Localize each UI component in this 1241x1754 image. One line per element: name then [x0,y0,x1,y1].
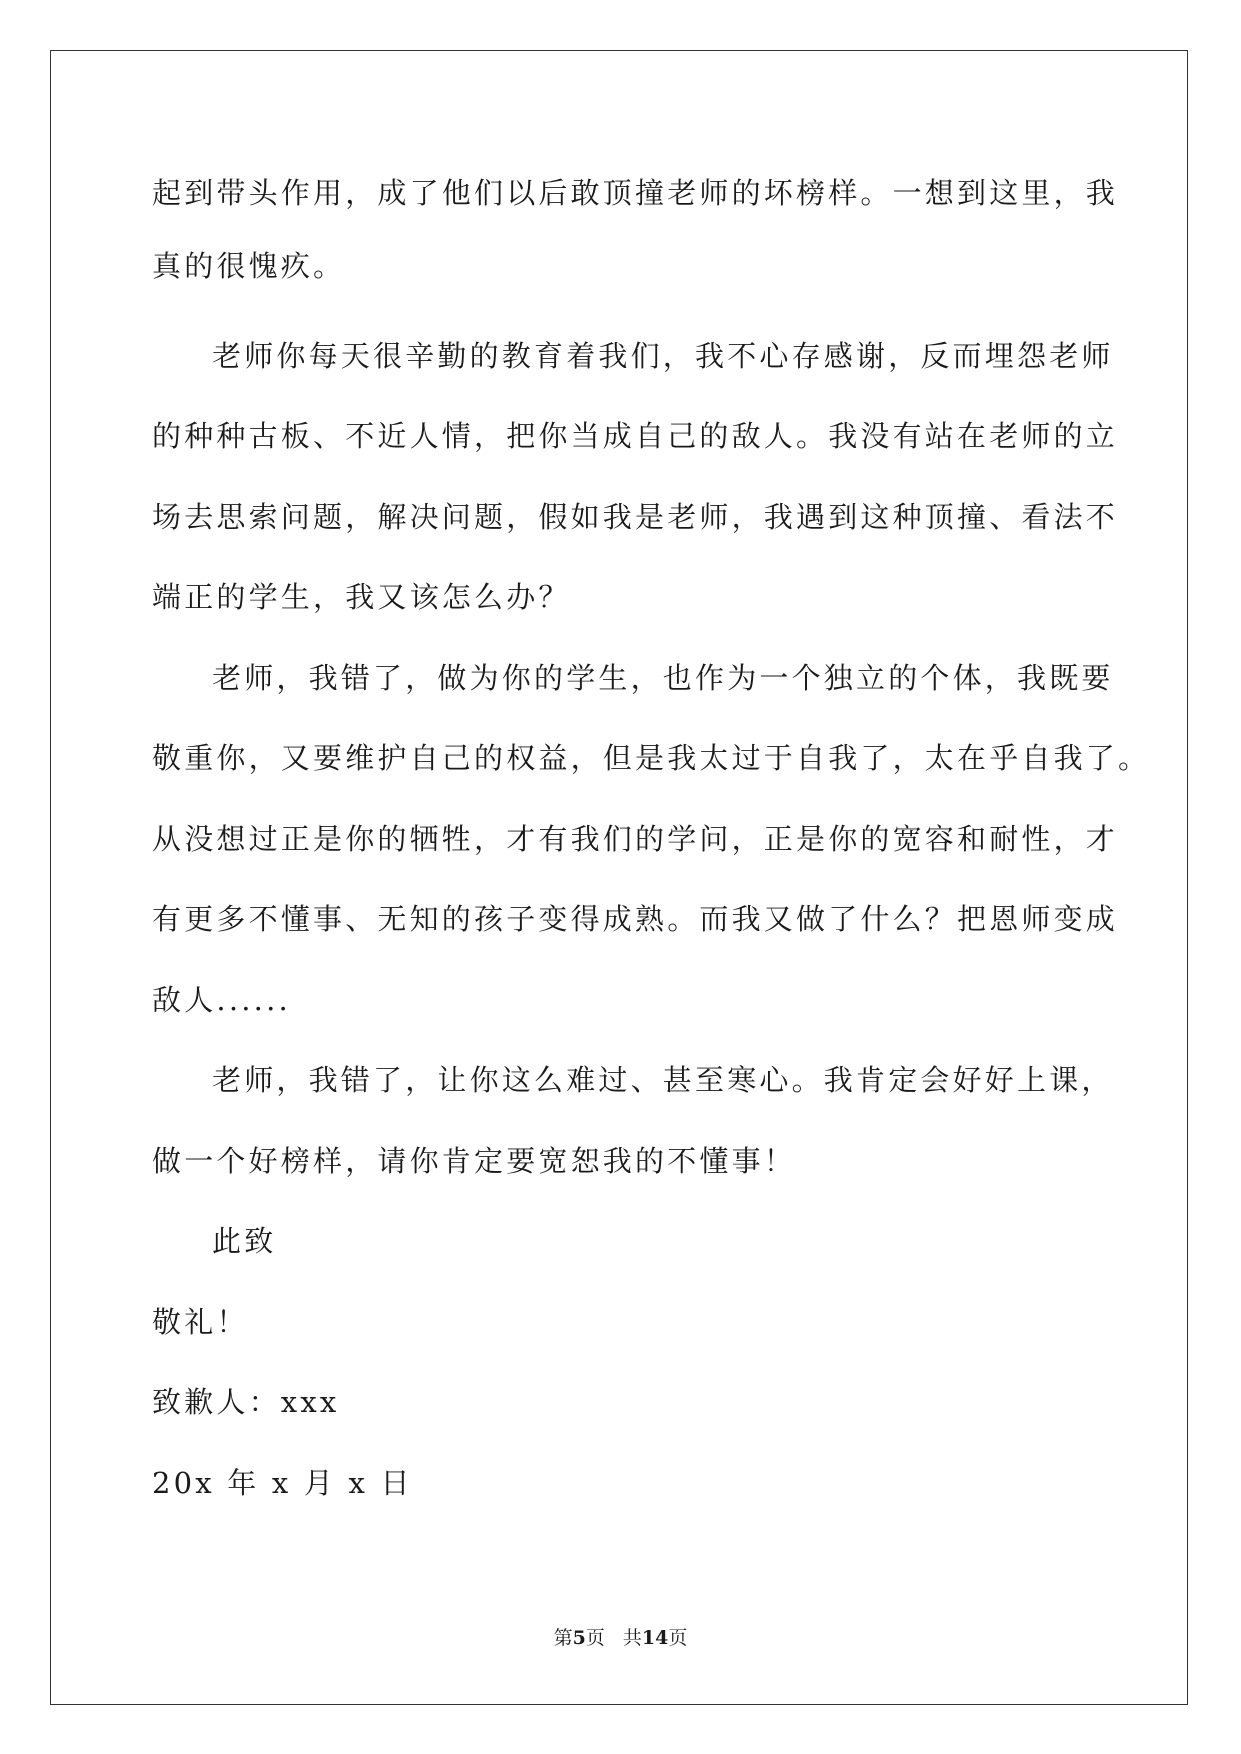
text-line-2: 真的很愧疚。 [152,249,346,283]
total-suffix: 页 [668,1627,688,1649]
text-line-3: 老师你每天很辛勤的教育着我们，我不心存感谢，反而埋怨老师 [212,339,1114,373]
page-total: 14 [641,1627,669,1649]
text-line-6: 端正的学生，我又该怎么办？ [152,580,571,614]
text-line-7: 老师，我错了，做为你的学生，也作为一个独立的个体，我既要 [212,661,1114,695]
text-line-12: 老师，我错了，让你这么难过、甚至寒心。我肯定会好好上课， [212,1063,1114,1097]
text-line-8: 敬重你，又要维护自己的权益，但是我太过于自我了，太在乎自我了。 [152,741,1151,775]
date-line: 20x 年 x 月 x 日 [152,1466,413,1500]
text-line-4: 的种种古板、不近人情，把你当成自己的敌人。我没有站在老师的立 [152,419,1119,453]
signature-line: 致歉人：xxx [152,1385,340,1419]
page-number-footer [0,1626,1241,1650]
text-line-9: 从没想过正是你的牺牲，才有我们的学问，正是你的宽容和耐性，才 [152,822,1119,856]
closing-salutation: 此致 [212,1224,277,1258]
text-line-1: 起到带头作用，成了他们以后敢顶撞老师的坏榜样。一想到这里，我 [152,176,1119,210]
text-line-5: 场去思索问题，解决问题，假如我是老师，我遇到这种顶撞、看法不 [152,500,1119,534]
text-line-13: 做一个好榜样，请你肯定要宽恕我的不懂事！ [152,1144,797,1178]
text-line-10: 有更多不懂事、无知的孩子变得成熟。而我又做了什么？把恩师变成 [152,902,1119,936]
page-border [50,50,1188,1705]
page-suffix: 页 [585,1627,605,1649]
page-current: 5 [572,1627,586,1649]
total-prefix: 共 [622,1627,642,1649]
text-line-11: 敌人...... [152,983,291,1017]
closing-respect: 敬礼！ [152,1305,249,1339]
page-prefix: 第 [553,1627,573,1649]
